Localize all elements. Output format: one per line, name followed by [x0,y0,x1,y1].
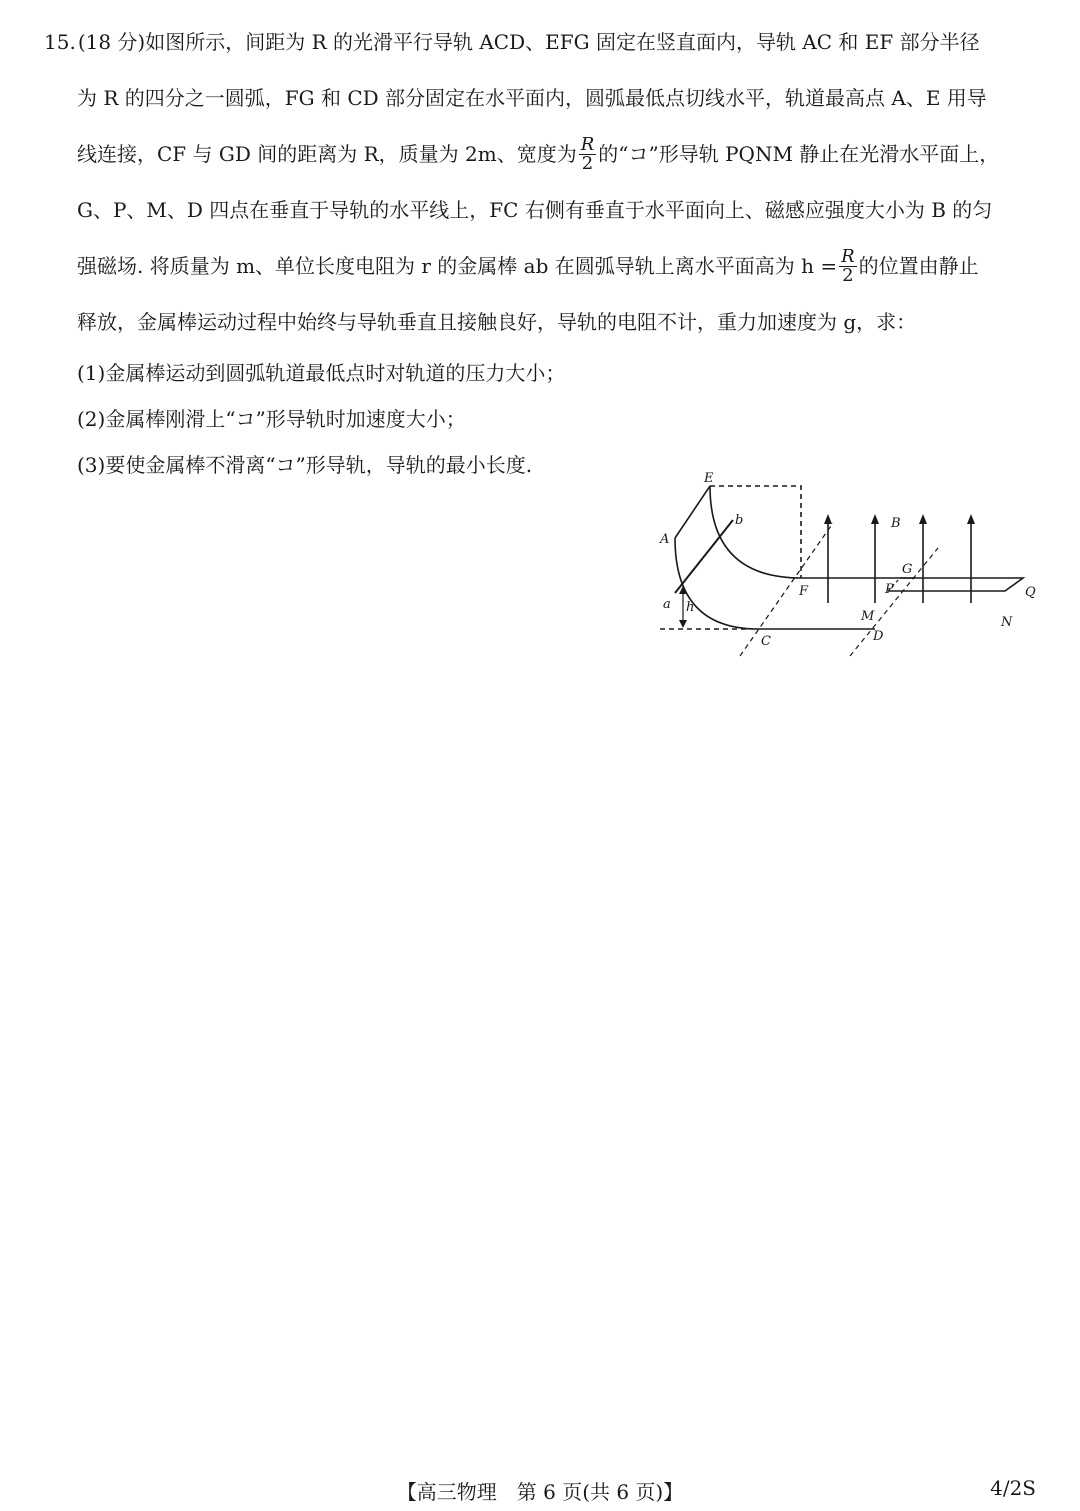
page-footer: 【高三物理 第 6 页(共 6 页)】 [396,1480,684,1504]
fraction-denominator-2: 2 [842,264,854,286]
label-h: h [686,600,695,615]
field-arrowhead-3 [919,514,927,524]
label-p: P [885,582,894,597]
problem-text-1: (18 分)如图所示，间距为 R 的光滑平行导轨 ACD、EFG 固定在竖直面内，导轨 AC 和 EF 部分半径 [77,30,980,54]
field-arrowhead-4 [967,514,975,524]
problem-line-1 [44,14,1044,70]
problem-text-4: G、P、M、D 四点在垂直于导轨的水平线上，FC 右侧有垂直于水平面向上、磁感应强度大小为 B 的匀 [77,198,993,222]
problem-15 [44,14,1044,488]
fraction-r-over-2 [579,133,597,174]
problem-text-3a: 线连接，CF 与 GD 间的距离为 R，质量为 2m、宽度为 [77,142,577,166]
problem-line-3 [44,126,1044,182]
line-gpmd [850,548,938,656]
label-n: N [1001,615,1013,630]
label-a: A [660,532,670,547]
rail-diagram [655,468,1045,663]
fraction-denominator: 2 [581,152,594,174]
field-arrowhead-2 [871,514,879,524]
label-a-rod: a [663,597,671,612]
fraction-numerator: R [580,133,595,155]
label-e: E [704,471,714,486]
label-f: F [799,584,809,599]
label-q: Q [1025,585,1036,600]
problem-text-5b: 的位置由静止 [858,254,979,278]
height-arrow-head-down [679,620,687,628]
question-1: (1)金属棒运动到圆弧轨道最低点时对轨道的压力大小； [77,361,566,385]
page-code: 4/2S [990,1476,1036,1500]
problem-number: 15. [44,30,76,54]
label-m: M [861,609,875,624]
problem-line-5 [44,238,1044,294]
label-d: D [873,629,884,644]
wire-ae [675,486,710,538]
metal-rod-ab [675,520,733,593]
problem-text-5a: 强磁场. 将质量为 m、单位长度电阻为 r 的金属棒 ab 在圆弧导轨上离水平面高为 h = [77,254,838,278]
problem-line-6 [44,294,1044,350]
problem-text-3b: 的“コ”形导轨 PQNM 静止在光滑水平面上， [598,142,1000,166]
problem-text-2: 为 R 的四分之一圆弧，FG 和 CD 部分固定在水平面内，圆弧最低点切线水平，轨道最高点 A、E 用导 [77,86,987,110]
problem-line-2 [44,70,1044,126]
arc-ac [675,538,758,629]
question-3: (3)要使金属棒不滑离“コ”形导轨，导轨的最小长度. [77,453,533,477]
fraction-numerator-2: R [841,245,855,267]
problem-text-6: 释放，金属棒运动过程中始终与导轨垂直且接触良好，导轨的电阻不计，重力加速度为 g，求： [77,310,917,334]
problem-line-4 [44,182,1044,238]
boundary-fc [740,523,833,656]
field-arrowhead-1 [824,514,832,524]
label-b-field: B [891,516,901,531]
label-c: C [761,634,771,649]
label-b: b [735,513,744,528]
label-g: G [902,562,913,577]
question-2: (2)金属棒刚滑上“コ”形导轨时加速度大小； [77,407,466,431]
fraction-h-r-over-2 [839,245,857,286]
